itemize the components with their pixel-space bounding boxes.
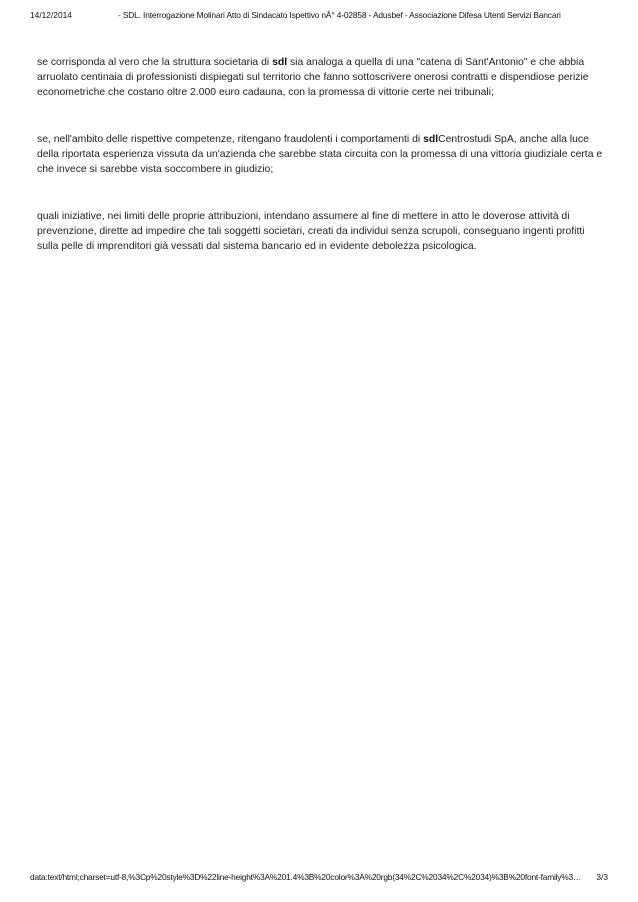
company-name-bold: sdl (423, 134, 439, 145)
print-footer (30, 872, 608, 886)
paragraph-fraudolenti (37, 132, 607, 177)
paragraph-text: se, nell'ambito delle rispettive competenze, ritengano fraudolenti i comportamenti di (37, 134, 424, 145)
paragraph-text: Centrostudi SpA, anche alla luce della riportata esperienza vissuta da un'azienda che sarebbe stata circuita con la promessa di una vittoria giudiziale certa e che invece si sarebbe vista soccombere in giudizio; (37, 134, 603, 175)
print-date: 14/12/2014 (30, 10, 72, 20)
print-page-title: - SDL. Interrogazione Molinari Atto di Sindacato Ispettivo nÂ° 4-02858 - Adusbef - Associazione Difesa Utenti Servizi Bancari (118, 10, 561, 20)
paragraph-text: quali iniziative, nei limiti delle proprie attribuzioni, intendano assumere al fine di mettere in atto le doverose attività di prevenzione, dirette ad impedire che tali soggetti societari, creati da individui senza scrupoli, conseguano ingenti profitti sulla pelle di imprenditori già vessati dal sistema bancario ed in evidente debolezza psicologica. (37, 211, 585, 252)
print-source-url: data:text/html;charset=utf-8,%3Cp%20style%3D%22line-height%3A%201.4%3B%20color%3A%20rgb(34%2C%2034%2C%2034)%3B%20font-family%3… (30, 872, 582, 882)
paragraph-text: se corrisponda al vero che la struttura societaria di (37, 57, 273, 68)
print-header (30, 10, 608, 24)
paragraph-iniziative (37, 209, 607, 254)
company-name-bold: sdl (272, 57, 288, 68)
paragraph-catena (37, 55, 607, 100)
paragraph-text: sia analoga a quella di una "catena di Sant'Antonio" e che abbia arruolato centinaia di professionisti dispiegati sul territorio che fanno sottoscrivere onerosi contratti e dispendiose perizie econometriche che costano oltre 2.000 euro cadauna, con la promessa di vittorie certe nei tribunali; (37, 57, 589, 98)
page-number: 3/3 (596, 872, 608, 882)
